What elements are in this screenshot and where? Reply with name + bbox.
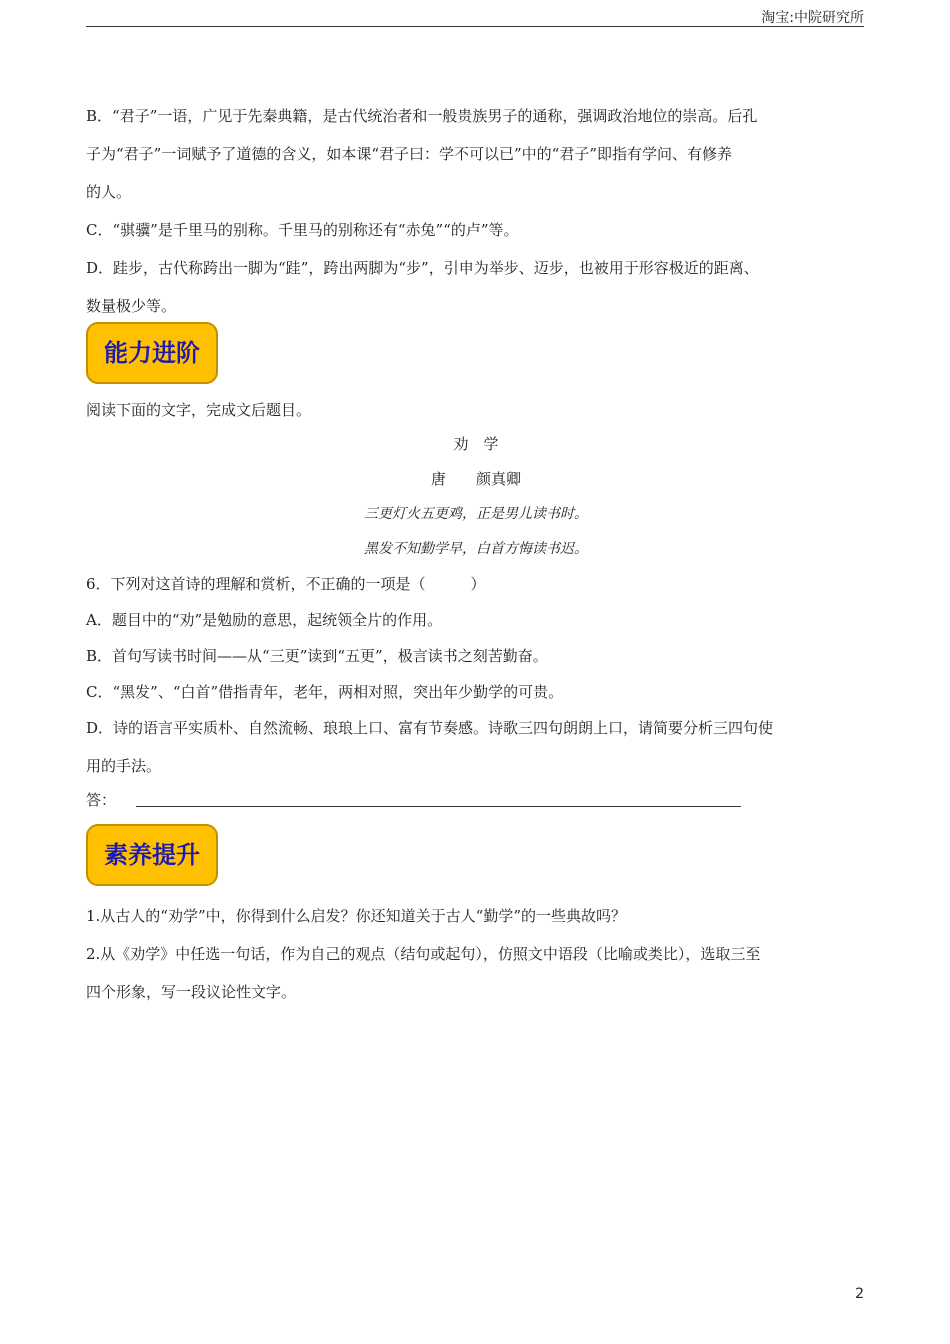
- option-b-line-1: B．“君子”一语，广见于先秦典籍，是古代统治者和一般贵族男子的通称，强调政治地位的崇高。后孔: [86, 107, 758, 125]
- answer-input-line[interactable]: [136, 788, 741, 807]
- page-header: [86, 0, 864, 27]
- question-6-option-b: B．首句写读书时间——从“三更”读到“五更”，极言读书之刻苦勤奋。: [86, 647, 548, 665]
- section-ability-badge: 能力进阶: [86, 322, 218, 384]
- section-literacy-wrap: [86, 824, 866, 904]
- poem-line-2: 黑发不知勤学早，白首方悔读书迟。: [364, 541, 588, 557]
- header-text: 淘宝:中院研究所: [761, 10, 864, 26]
- option-d-line-2: 数量极少等。: [86, 297, 177, 315]
- poem-line-1: 三更灯火五更鸡，正是男儿读书时。: [364, 506, 588, 522]
- option-b-line-2: 子为“君子”一词赋予了道德的含义，如本课“君子曰：学不可以已”中的“君子”即指有学问、有修养: [86, 145, 733, 163]
- option-d-line-1: D．跬步，古代称跨出一脚为“跬”，跨出两脚为“步”，引申为举步、迈步，也被用于形容极近的距离、: [86, 259, 759, 277]
- answer-row: [86, 788, 866, 824]
- section-ability-wrap: [86, 322, 866, 398]
- page-content: [86, 104, 866, 1018]
- task-2-line-2: 四个形象，写一段议论性文字。: [86, 983, 297, 1001]
- section-literacy-badge: 素养提升: [86, 824, 218, 886]
- task-1: 1.从古人的“劝学”中，你得到什么启发？你还知道关于古人“勤学”的一些典故吗？: [86, 907, 626, 925]
- question-6-option-a: A．题目中的“劝”是勉励的意思，起统领全片的作用。: [86, 611, 443, 629]
- option-b-line-3: 的人。: [86, 183, 132, 201]
- question-6-stem: 6．下列对这首诗的理解和赏析，不正确的一项是（ ）: [86, 575, 486, 593]
- question-6-option-d-line-2: 用的手法。: [86, 757, 162, 775]
- reading-intro: 阅读下面的文字，完成文后题目。: [86, 401, 312, 419]
- answer-label: 答：: [86, 791, 117, 809]
- task-2-line-1: 2.从《劝学》中任选一句话，作为自己的观点（结句或起句），仿照文中语段（比喻或类比），选取三至: [86, 945, 761, 963]
- page-number: 2: [855, 1286, 864, 1302]
- option-c: C．“骐骥”是千里马的别称。千里马的别称还有“赤兔”“的卢”等。: [86, 221, 519, 239]
- question-6-option-d-line-1: D．诗的语言平实质朴、自然流畅、琅琅上口、富有节奏感。诗歌三四句朗朗上口，请简要分析三四句使: [86, 719, 774, 737]
- question-6-option-c: C．“黑发”、“白首”借指青年，老年，两相对照，突出年少勤学的可贵。: [86, 683, 564, 701]
- poem-title: 劝 学: [453, 435, 499, 453]
- poem-author: 唐 颜真卿: [430, 470, 521, 488]
